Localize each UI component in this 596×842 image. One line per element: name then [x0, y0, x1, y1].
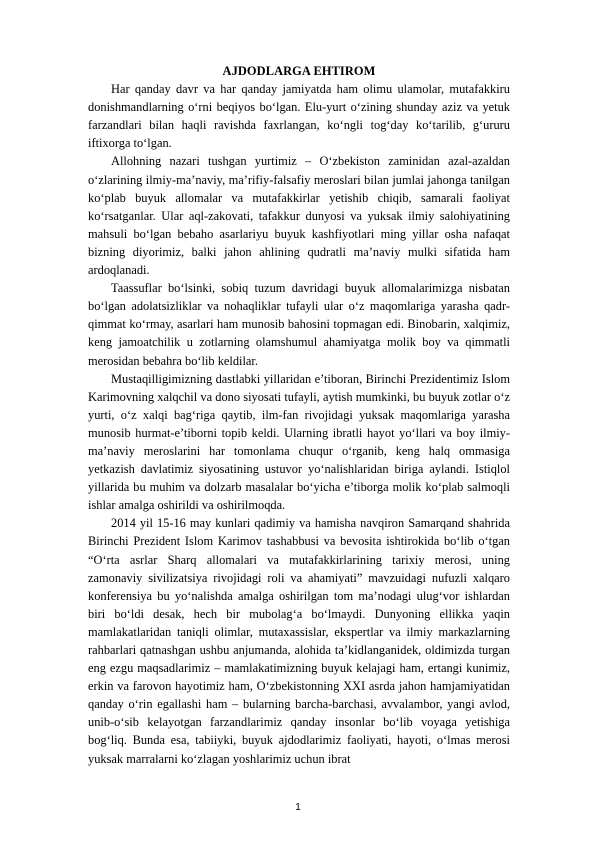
paragraph-3: Taassuflar bo‘lsinki, sobiq tuzum davridagi buyuk allomalarimizga nisbatan bo‘lgan adolatsizliklar va nohaqliklar tufayli ular o‘z maqomlariga yarasha qadr-qimmat ko‘rmay, asarlari ham munosib bahosini topmagan edi. Binobarin, xalqimiz, keng jamoatchilik u zotlarning olamshumul ahamiyatga molik boy va qimmatli merosidan bebahra bo‘lib keldilar.	[88, 281, 510, 368]
document-page	[88, 62, 510, 768]
paragraph-4: Mustaqilligimizning dastlabki yillaridan e’tiboran, Birinchi Prezidentimiz Islom Karimovning xalqchil va dono siyosati tufayli, aytish mumkinki, bu buyuk zotlar o‘z yurti, o‘z xalqi bag‘riga qaytib, ilm-fan rivojidagi yuksak maqomlariga yarasha munosib hurmat-e’tiborni topib keldi. Ularning ibratli hayot yo‘llari va boy ilmiy-ma’naviy meroslarini har tomonlama chuqur o‘rganib, keng halq ommasiga yetkazish davlatimiz siyosatining ustuvor yo‘nalishlaridan biriga aylandi. Istiqlol yillarida bu muhim va dolzarb masalalar bo‘yicha e’tiborga molik ko‘plab salmoqli ishlar amalga oshirildi va oshirilmoqda.	[88, 371, 510, 513]
paragraph-5: 2014 yil 15-16 may kunlari qadimiy va hamisha navqiron Samarqand shahrida Birinchi Prezident Islom Karimov tashabbusi va bevosita ishtirokida bo‘lib o‘tgan “O‘rta asrlar Sharq allomalari va mutafakkirlarining tarixiy merosi, uning zamonaviy sivilizatsiya rivojidagi roli va ahamiyati” mavzuidagi nufuzli xalqaro konferensiya bu yo‘nalishda amalga oshirilgan tom ma’nodagi ulug‘vor ishlardan biri bo‘ldi desak, hech bir mubolag‘a bo‘lmaydi. Dunyoning ellikka yaqin mamlakatlaridan taniqli olimlar, mutaxassislar, ekspertlar va ilmiy markazlarning rahbarlari qatnashgan ushbu anjumanda, alohida ta’kidlanganidek, oldimizda turgan eng ezgu maqsadlarimiz – mamlakatimizning buyuk kelajagi ham, ertangi kunimiz, erkin va farovon hayotimiz ham, O‘zbekistonning XXI asrda jahon hamjamiyatidan qanday o‘rin egallashi ham – bularning barcha-barchasi, avvalambor, yangi avlod, unib-o‘sib kelayotgan farzandlarimiz qanday insonlar bo‘lib voyaga yetishiga bog‘liq. Bunda esa, tabiiyki, buyuk ajdodlarimiz faoliyati, hayoti, o‘lmas merosi yuksak marralarni ko‘zlagan yoshlarimiz uchun ibrat	[88, 516, 510, 766]
paragraph-1: Har qanday davr va har qanday jamiyatda ham olimu ulamolar, mutafakkiru donishmandlarning o‘rni beqiyos bo‘lgan. Elu-yurt o‘zining shunday aziz va yetuk farzandlari bilan haqli ravishda faxrlangan, ko‘ngli tog‘day ko‘tarilib, g‘ururu iftixorga to‘lgan.	[88, 82, 510, 151]
paragraph-2: Allohning nazari tushgan yurtimiz – O‘zbekiston zaminidan azal-azaldan o‘zlarining ilmiy-ma’naviy, ma’rifiy-falsafiy meroslari bilan jumlai jahonga tanilgan ko‘plab buyuk allomalar va mutafakkirlar yetishib chiqib, samarali faoliyat ko‘rsatganlar. Ular aql-zakovati, tafakkur dunyosi va yuksak ilmiy salohiyatining mahsuli bo‘lgan bebaho asarlariyu buyuk kashfiyotlari ming yillar osha nafaqat bizning diyorimiz, balki jahon ahlining qudratli ma’naviy mulki sifatida ham ardoqlanadi.	[88, 154, 510, 278]
page-number: 1	[295, 802, 301, 813]
document-title: AJDODLARGA EHTIROM	[222, 64, 376, 78]
